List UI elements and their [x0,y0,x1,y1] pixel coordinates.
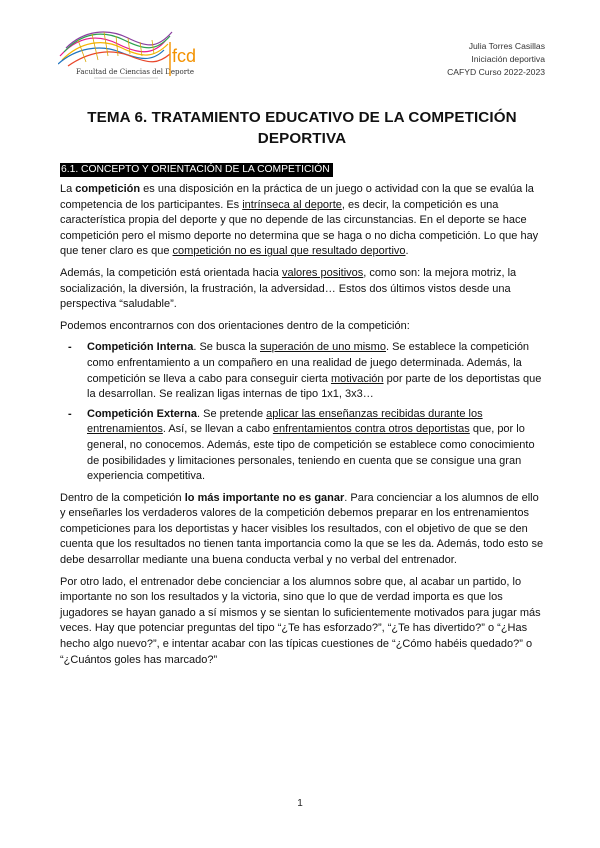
underlined-term: competición no es igual que resultado deportivo [172,245,406,258]
underlined-term: valores positivos [281,266,364,279]
text-run: Además, la competición está orientada hacia [60,266,282,279]
list-item-external-competition [60,407,546,485]
logo-swirl-lines [58,32,172,66]
logo-school-text: Facultad de Ciencias del Deporte [76,68,194,76]
text-run: es una disposición en la práctica de un juego o actividad con la que se evalúa la competencia de los participantes. Es [60,183,534,211]
text-run: Dentro de la competición [60,491,185,504]
faculty-logo-graphic [58,26,198,82]
text-run: , como son: la mejora motriz, la socialización, la diversión, la frustración, la adversidad… Estos dos últimos vistos desde una perspectiva “saludable”. [60,266,517,311]
header-info [447,40,545,79]
course-name: CAFYD Curso 2022-2023 [447,67,545,77]
underlined-term: aplicar las enseñanzas recibidas durante los entrenamientos [87,407,483,436]
underlined-term: motivación [330,372,384,385]
bold-term: Competición Interna [87,341,194,354]
text-run: por parte de los deportistas que la desarrollan. Se realizan ligas internas de tipo 1x1, 3x3… [87,372,542,401]
text-run: La [60,183,76,195]
text-run: . [405,245,409,258]
author-name: Julia Torres Casillas [468,41,545,51]
page-number: 1 [297,798,303,809]
list-item-internal-competition [60,340,546,402]
paragraph-winning [60,491,546,569]
paragraph-definition [60,182,546,260]
text-run: . Así, se llevan a cabo [162,423,273,436]
bold-term: lo más importante no es ganar [184,491,345,504]
paragraph-coach: Por otro lado, el entrenador debe concienciar a los alumnos sobre que, al acabar un partido, lo importante no son los resultados y la victoria, sino que lo que de verdad importa es que los jugadores se hayan ganado a sí mismos y se sientan lo suficientemente motivados para jugar más veces. Hay que potenciar preguntas del tipo “¿Te has esforzado?”, “¿Te has divertido?” o “¿Has hecho algo nuevo?”, e intentar acabar con las típicas cuestiones de “¿Cómo habéis quedado?” o “¿Cuántos goles has marcado?” [60,575,541,666]
paragraph-orientations-intro: Podemos encontrarnos con dos orientaciones dentro de la competición: [60,319,410,332]
logo-fcd-mark: fcd [172,46,197,66]
text-run: , es decir, la competición es una característica propia del deporte y que no depende de las circunstancias. En el deporte se hace competición pero el mismo deporte no determina que se haga o no dicha competición. Lo que hay que tener claro es que [60,198,539,258]
orientations-list [60,340,546,484]
subject-name: Iniciación deportiva [471,54,545,64]
text-run: . Se busca la [193,341,260,354]
faculty-logo [58,26,198,82]
underlined-term: superación de uno mismo [260,341,386,354]
bullet-dash: - [68,407,72,420]
underlined-term: enfrentamientos contra otros deportistas [272,423,470,436]
bold-term: competición [75,183,141,195]
underlined-term: intrínseca al deporte [242,198,342,211]
text-run: . Se pretende [197,407,267,420]
title-line-2: DEPORTIVA [257,130,347,147]
bullet-dash: - [68,341,72,354]
document-body [60,162,546,674]
text-run: . Se establece la competición como enfrentamiento a un compañero en una realidad de juego determinada. Además, la competición se lleva a cabo para conseguir cierta [87,341,530,385]
text-run: . Para concienciar a los alumnos de ello y enseñarles los verdaderos valores de la competición debemos preparar en los entrenamientos competiciones para los deportistas y hacer visibles los resultados, con el objetivo de que se den cuenta que los resultados no tienen tanta importancia como la que se les da. Además, todo esto se debe desarrollar mediante una buena conducta verbal y no verbal del entrenador. [60,491,544,567]
document-title [60,107,544,149]
section-heading: 6.1. CONCEPTO Y ORIENTACIÓN DE LA COMPETICIÓN [60,163,333,177]
bold-term: Competición Externa [87,407,198,420]
paragraph-values [60,266,546,313]
text-run: que, por lo general, no conocemos. Además, este tipo de competición se establece como conocimiento de posibilidades y limitaciones personales, teniendo en cuenta que se consigue una gran experiencia competitiva. [87,423,535,483]
title-line-1: TEMA 6. TRATAMIENTO EDUCATIVO DE LA COMPETICIÓN [87,109,517,126]
